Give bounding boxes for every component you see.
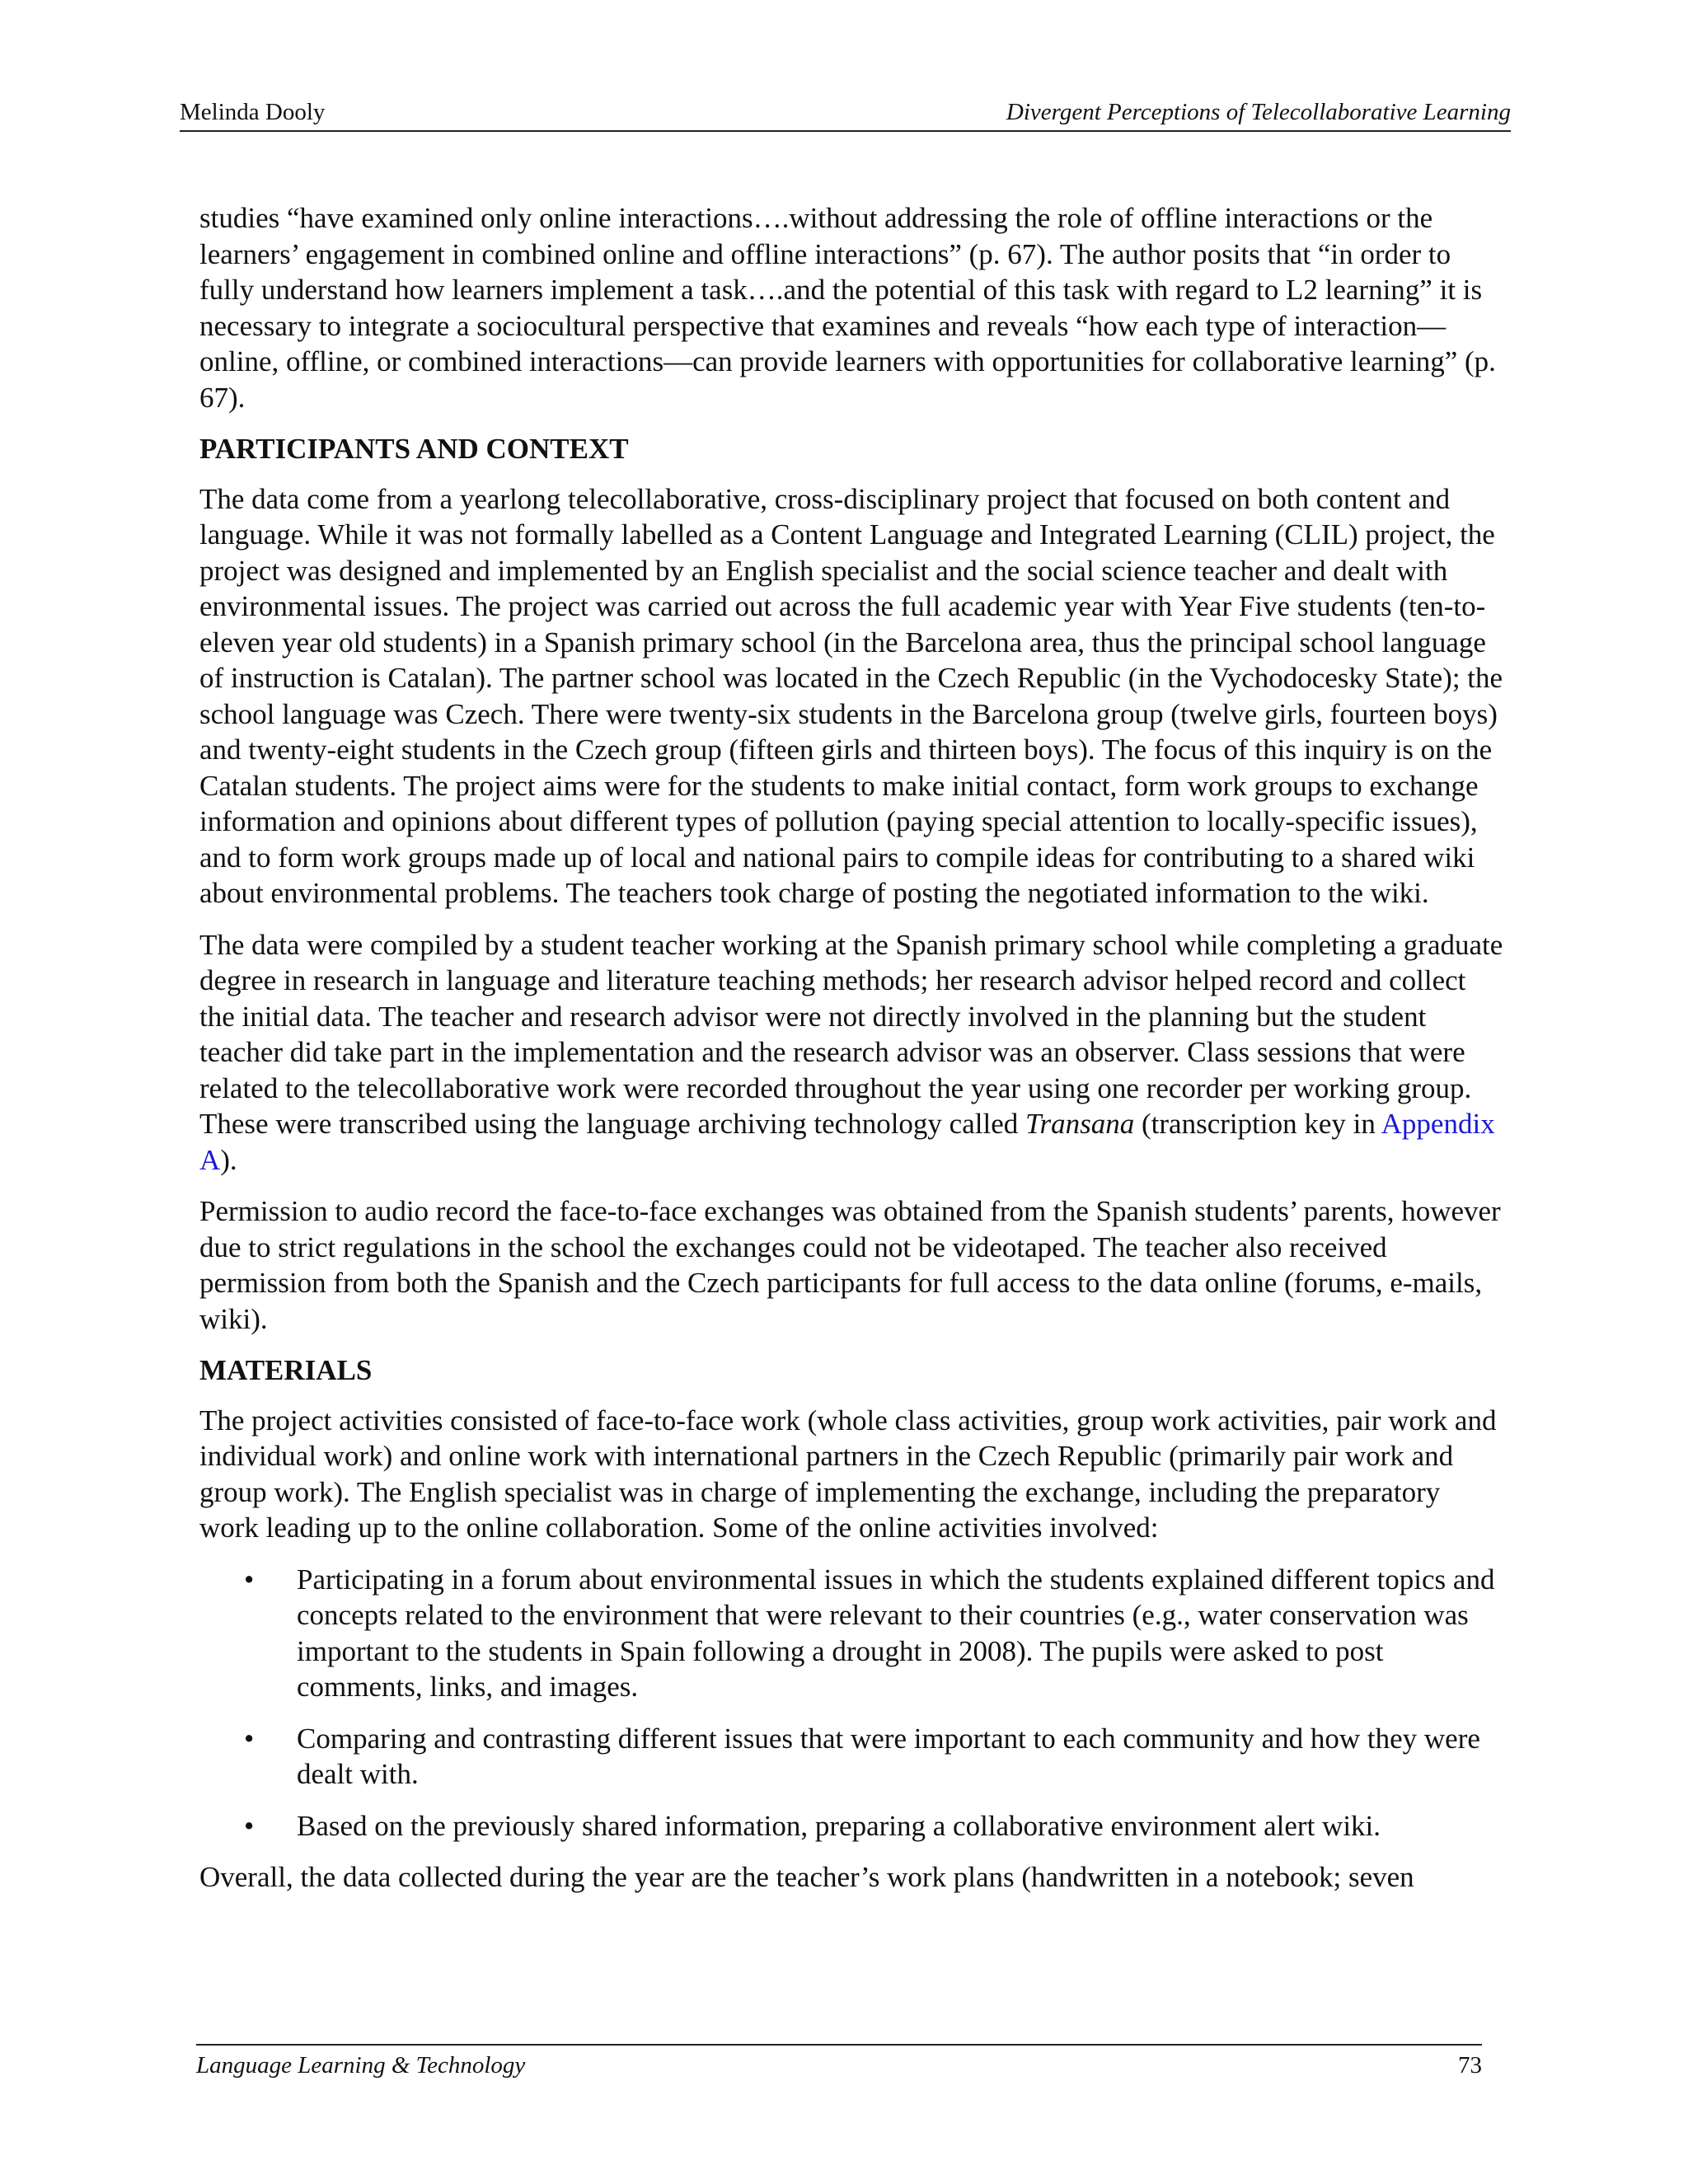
paragraph-permission: Permission to audio record the face-to-face exchanges was obtained from the Spanish students’ parents, however due to strict regulations in the school the exchanges could not be videotaped. The teacher also received permission from both the Spanish and the Czech participants for full access to the data online (forums, e-mails, wiki).: [199, 1195, 1501, 1335]
bullet-icon: •: [244, 1722, 255, 1755]
bullet-icon: •: [244, 1563, 255, 1596]
paragraph-data-text-a: The data were compiled by a student teacher working at the Spanish primary school while completing a graduate degree in research in language and literature teaching methods; her research advisor helped record and collect the initial data. The teacher and research advisor were not directly involved in the planning but the student teacher did take part in the implementation and the research advisor was an observer. Class sessions that were related to the telecollaborative work were recorded throughout the year using one recorder per working group. These were transcribed using the language archiving technology called: [199, 928, 1503, 1140]
section-heading-materials: MATERIALS: [199, 1354, 373, 1386]
appendix-a-link[interactable]: Appendix A: [199, 1108, 1495, 1176]
paragraph-data-text-b: (transcription key in: [1134, 1108, 1381, 1140]
main-content: [199, 200, 1506, 1911]
paragraph-data-compilation: [199, 927, 1506, 1179]
paragraph-participants: The data come from a yearlong telecollaborative, cross-disciplinary project that focused on both content and language. While it was not formally labelled as a Content Language and Integrated Learning (CLIL) project, the project was designed and implemented by an English specialist and the social science teacher and dealt with environmental issues. The project was carried out across the full academic year with Year Five students (ten-to-eleven year old students) in a Spanish primary school (in the Barcelona area, thus the principal school language of instruction is Catalan). The partner school was located in the Czech Republic (in the Vychodocesky State); the school language was Czech. There were twenty-six students in the Barcelona group (twelve girls, fourteen boys) and twenty-eight students in the Czech group (fifteen girls and thirteen boys). The focus of this inquiry is on the Catalan students. The project aims were for the students to make initial contact, form work groups to exchange information and opinions about different types of pollution (paying special attention to locally-specific issues), and to form work groups made up of local and national pairs to compile ideas for contributing to a shared wiki about environmental problems. The teachers took charge of posting the negotiated information to the wiki.: [199, 482, 1503, 909]
footer-journal: Language Learning & Technology: [196, 2052, 526, 2079]
bullet-icon: •: [244, 1809, 255, 1842]
running-footer: [196, 2044, 1482, 2079]
page-number: 73: [1458, 2052, 1482, 2079]
paragraph-data-text-c: ).: [220, 1143, 237, 1176]
paragraph-materials: The project activities consisted of face-to-face work (whole class activities, group work activities, pair work and individual work) and online work with international partners in the Czech Republic (primarily pair work and group work). The English specialist was in charge of implementing the exchange, including the preparatory work leading up to the online collaboration. Some of the online activities involved:: [199, 1404, 1497, 1544]
list-item: [199, 1721, 1506, 1793]
transana-term: Transana: [1025, 1108, 1135, 1140]
list-item: [199, 1562, 1506, 1705]
list-item-text: Participating in a forum about environmental issues in which the students explained different topics and concepts related to the environment that were relevant to their countries (e.g., water conservation was important to the students in Spain following a drought in 2008). The pupils were asked to post comments, links, and images.: [297, 1563, 1495, 1703]
list-item-text: Comparing and contrasting different issues that were important to each community and how they were dealt with.: [297, 1722, 1480, 1790]
running-header: [180, 97, 1511, 132]
activities-list: [199, 1562, 1506, 1844]
list-item-text: Based on the previously shared information, preparing a collaborative environment alert wiki.: [297, 1809, 1381, 1842]
header-title: Divergent Perceptions of Telecollaborative Learning: [1006, 99, 1511, 125]
list-item: [199, 1808, 1506, 1844]
section-heading-participants: PARTICIPANTS AND CONTEXT: [199, 433, 629, 465]
paragraph-overall: Overall, the data collected during the year are the teacher’s work plans (handwritten in a notebook; seven: [199, 1861, 1414, 1893]
paragraph-intro: studies “have examined only online interactions….without addressing the role of offline interactions or the learners’ engagement in combined online and offline interactions” (p. 67). The author posits that “in order to fully understand how learners implement a task….and the potential of this task with regard to L2 learning” it is necessary to integrate a sociocultural perspective that examines and reveals “how each type of interaction—online, offline, or combined interactions—can provide learners with opportunities for collaborative learning” (p. 67).: [199, 202, 1496, 414]
header-author: Melinda Dooly: [180, 99, 326, 125]
